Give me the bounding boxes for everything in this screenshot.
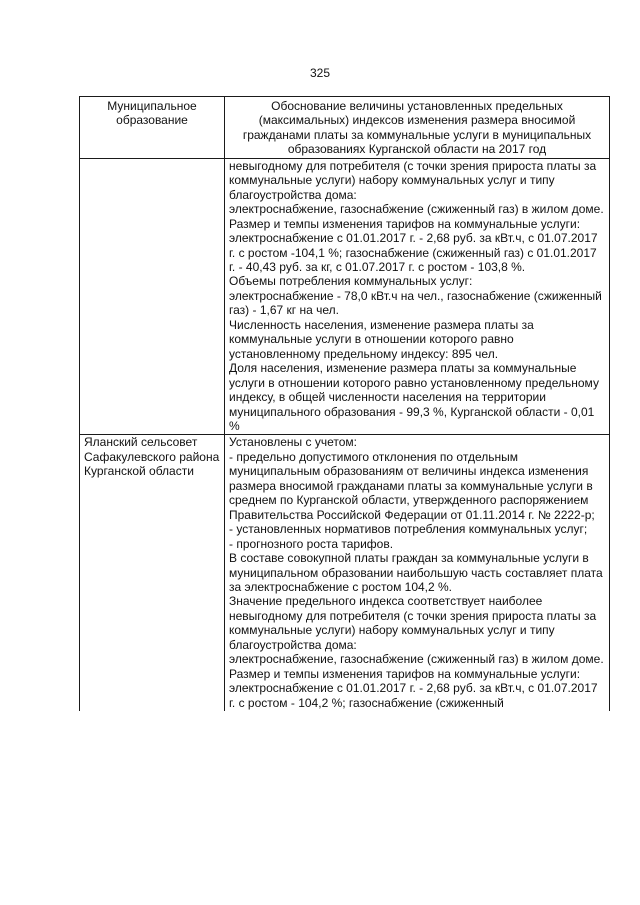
justification-table (79, 96, 610, 711)
justification-paragraph: Численность населения, изменение размера платы за коммунальные услуги в отношении которого равно установленному предельному индексу: 895 чел. (229, 317, 534, 361)
justification-paragraph: электроснабжение - 78,0 кВт.ч на чел., газоснабжение (сжиженный газ) - 1,67 кг на чел. (229, 288, 602, 318)
justification-paragraph: невыгодному для потребителя (с точки зрения прироста платы за коммунальные услуги) набору коммунальных услуг и типу благоустройства дома: (229, 158, 597, 202)
table-header-row (80, 97, 610, 159)
header-justification: Обоснование величины установленных предельных (максимальных) индексов изменения размера вносимой гражданами платы за коммунальные услуги в муниципальных образованиях Курганской области на 2017 год (225, 97, 610, 159)
justification-paragraph: - прогнозного роста тарифов. (229, 536, 394, 551)
justification-paragraph: Значение предельного индекса соответствует наиболее невыгодному для потребителя (с точки зрения прироста платы за коммунальные услуги) набору коммунальных услуг и типу благоустройства дома: (229, 594, 597, 652)
justification-paragraph: Установлены с учетом: (229, 435, 357, 450)
table-row (80, 435, 610, 711)
justification-paragraph: - установленных нормативов потребления коммунальных услуг; (229, 522, 588, 537)
justification-paragraph: Размер и темпы изменения тарифов на коммунальные услуги: (229, 216, 581, 231)
justification-paragraph: электроснабжение, газоснабжение (сжиженный газ) в жилом доме. (229, 652, 604, 667)
justification-paragraph: - предельно допустимого отклонения по отдельным муниципальным образованиям от величины индекса изменения размера вносимой гражданами платы за коммунальные услуги в среднем по Курганской области, утвержденного распоряжением Правительства Российской Федерации от 01.11.2014 г. № 2222-р; (229, 449, 595, 522)
justification-paragraph: электроснабжение, газоснабжение (сжиженный газ) в жилом доме. (229, 202, 604, 217)
justification-cell (225, 435, 610, 711)
municipality-cell (80, 158, 225, 435)
municipality-cell: Яланский сельсовет Сафакулевского района Курганской области (80, 435, 225, 711)
justification-paragraph: В составе совокупной платы граждан за коммунальные услуги в муниципальном образовании наибольшую часть составляет плата за электроснабжение с ростом 104,2 %. (229, 551, 603, 594)
table-row (80, 158, 610, 435)
justification-paragraph: Объемы потребления коммунальных услуг: (229, 274, 473, 289)
page-number: 325 (309, 66, 331, 80)
justification-paragraph: Доля населения, изменение размера платы за коммунальные услуги в отношении которого равно установленному предельному индексу, в общей численности населения на территории муниципального образования - 99,3 %, Курганской области - 0,01 % (229, 361, 599, 433)
justification-paragraph: Размер и темпы изменения тарифов на коммунальные услуги: (229, 666, 581, 681)
header-municipality: Муниципальное образование (80, 97, 225, 159)
justification-paragraph: электроснабжение с 01.01.2017 г. - 2,68 руб. за кВт.ч, с 01.07.2017 г. с ростом - 104,2 %; газоснабжение (сжиженный (229, 681, 598, 710)
justification-paragraph: электроснабжение с 01.01.2017 г. - 2,68 руб. за кВт.ч, с 01.07.2017 г. с ростом -104,1 %; газоснабжение (сжиженный газ) с 01.01.2017 г. - 40,43 руб. за кг, с 01.07.2017 г. с ростом - 103,8 %. (229, 231, 598, 274)
justification-cell (225, 158, 610, 435)
